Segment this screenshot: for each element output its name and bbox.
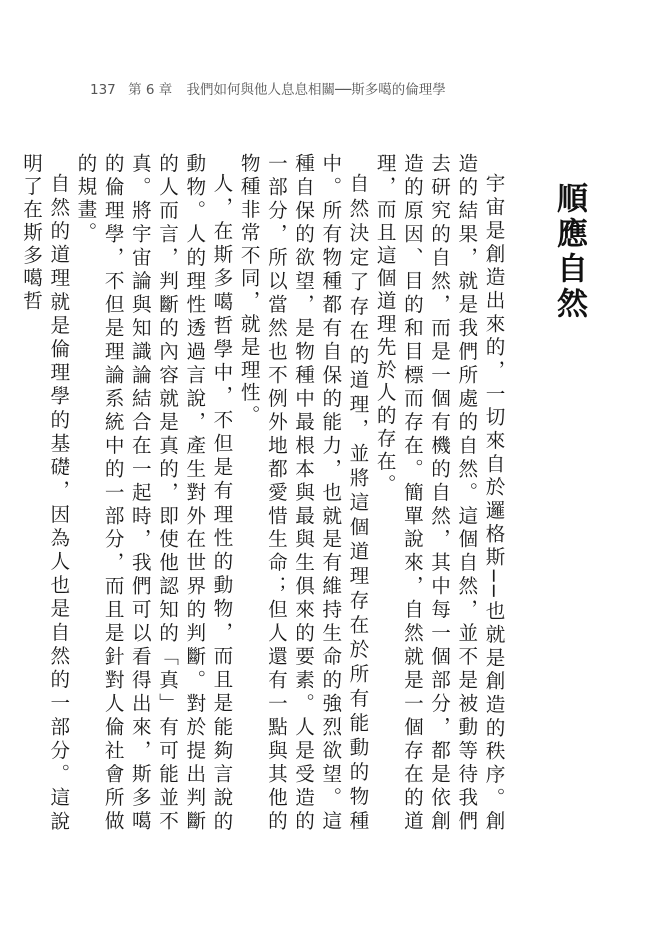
paragraph: 宇宙是創造出來的，一切來自於邏格斯──也就是創造的秩序。創造的結果，就是我們所處的自然。這個自然，並不是被動等待我們去研究的自然，而是一個有機的自然，其中每一個部分，都是依創造的原因、目的和目標而存在。簡單說來，自然就是一個存在的道理，而且這個道理先於人的存在。 [373, 153, 505, 833]
body-text [17, 153, 507, 833]
paragraph: 自然決定了存在的道理，並將這個道理存在於所有能動的物種中。所有物種都有自保的能力，也就是有維持生命的強烈欲望。這種自保的欲望，是物種中最根本與最與生俱來的要素。人是受造的一部分，所以當然也不例外地都愛惜生命；但人還有一點與其他的物種非常不同，就是理性。 [237, 153, 369, 833]
chapter-number: 第 6 章 [128, 82, 173, 98]
section-title: 順應自然 [551, 182, 587, 322]
chapter-title: 我們如何與他人息息相關──斯多噶的倫理學 [186, 82, 446, 98]
running-header [90, 78, 446, 98]
paragraph: 人，在斯多噶哲學中，不但是有理性的動物，而且是能夠言說的動物。人的理性透過言說，產生對外在世界的判斷。對於提出判斷的人而言，判斷的內容就是真的，即使他認知的「真」有可能並不真。將宇宙論與知識論結合在一起時，我們可以看得出來，斯多噶的倫理學，不但是理論系統中的一部分，而且是針對人倫社會所做的規畫。 [73, 153, 233, 833]
page-number: 137 [90, 82, 116, 98]
paragraph: 自然的道理就是倫理學的基礎，因為人也是自然的一部分。這說明了在斯多噶哲 [19, 153, 70, 833]
